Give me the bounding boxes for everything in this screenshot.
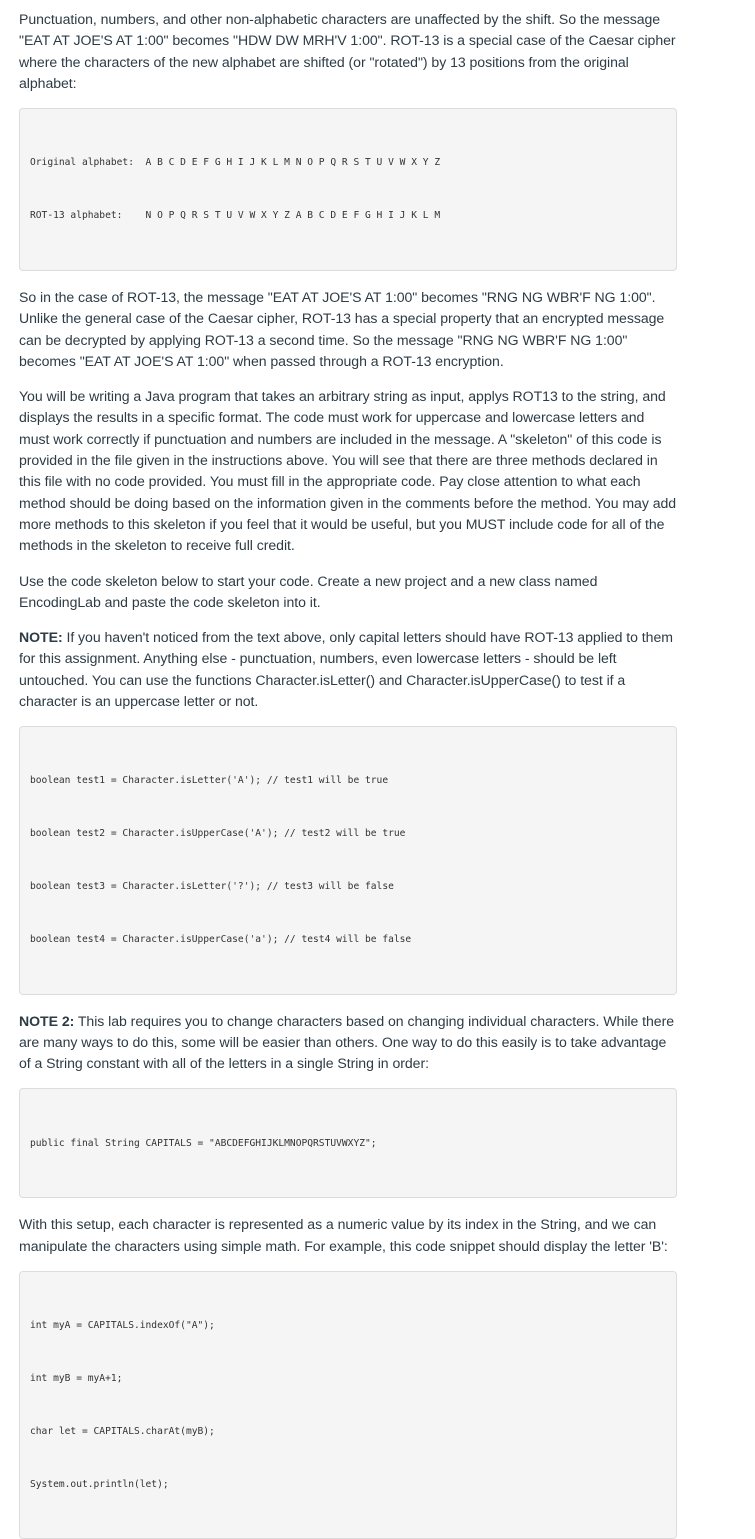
code-line: boolean test4 = Character.isUpperCase('a'); // test4 will be false — [30, 933, 412, 945]
paragraph-skeleton-instructions: Use the code skeleton below to start your code. Create a new project and a new class named EncodingLab and paste the code skeleton into it. — [19, 572, 598, 610]
paragraph-assignment-description: You will be writing a Java program that takes an arbitrary string as input, applys ROT13 to the string, and displays the results in a specific format. The code must work for uppercase and lowercase letters and must work correctly if punctuation and numbers are included in the message. A "skeleton" of this code is provided in the file given in the instructions above. You will see that there are three methods declared in this file with no code provided. You must fill in the appropriate code. Pay close attention to what each method should be doing based on the information given in the comments before the method. You may add more methods to this skeleton if you feel that it would be useful, but you MUST include code for all of the methods in the skeleton to receive full credit. — [19, 388, 677, 554]
code-line: int myB = myA+1; — [30, 1373, 123, 1385]
code-block-capitals-constant — [19, 1088, 677, 1198]
code-line: Original alphabet: A B C D E F G H I J K L M N O P Q R S T U V W X Y Z — [30, 157, 441, 169]
paragraph-index-math: With this setup, each character is represented as a numeric value by its index in the String, and we can manipulate the characters using simple math. For example, this code snippet should display the letter 'B': — [19, 1216, 668, 1254]
code-line: boolean test2 = Character.isUpperCase('A'); // test2 will be true — [30, 828, 406, 840]
code-line: boolean test1 = Character.isLetter('A'); // test1 will be true — [30, 775, 389, 787]
code-line: boolean test3 = Character.isLetter('?'); // test3 will be false — [30, 881, 394, 893]
code-line: char let = CAPITALS.charAt(myB); — [30, 1425, 215, 1437]
paragraph-note-1 — [19, 627, 677, 712]
note-1-text: If you haven't noticed from the text above, only capital letters should have ROT-13 applied to them for this assignment. Anything else - punctuation, numbers, even lowercase letters - should be left untouched. You can use the functions Character.isLetter() and Character.isUpperCase() to test if a character is an uppercase letter or not. — [19, 629, 673, 709]
paragraph-note-2 — [19, 1011, 677, 1075]
paragraph-caesar-shift: Punctuation, numbers, and other non-alphabetic characters are unaffected by the shift. So the message "EAT AT JOE'S AT 1:00" becomes "HDW DW MRH'V 1:00". ROT-13 is a special case of the Caesar cipher where the characters of the new alphabet are shifted (or "rotated") by 13 positions from the original alphabet: — [19, 11, 676, 91]
code-line: int myA = CAPITALS.indexOf("A"); — [30, 1320, 215, 1332]
paragraph-rot13-property: So in the case of ROT-13, the message "EAT AT JOE'S AT 1:00" becomes "RNG NG WBR'F NG 1:00". Unlike the general case of the Caesar cipher, ROT-13 has a special property that an encrypted message can be decrypted by applying ROT-13 a second time. So the message "RNG NG WBR'F NG 1:00" becomes "EAT AT JOE'S AT 1:00" when passed through a ROT-13 encryption. — [19, 288, 665, 369]
note-2-label: NOTE 2: — [19, 1012, 75, 1029]
code-block-character-tests — [19, 726, 677, 994]
note-1-label: NOTE: — [19, 629, 63, 646]
code-line: ROT-13 alphabet: N O P Q R S T U V W X Y Z A B C D E F G H I J K L M — [30, 210, 441, 222]
code-block-snippet — [19, 1271, 677, 1539]
code-line: System.out.println(let); — [30, 1478, 169, 1490]
code-line: public final String CAPITALS = "ABCDEFGHIJKLMNOPQRSTUVWXYZ"; — [30, 1137, 377, 1149]
note-2-text: This lab requires you to change characters based on changing individual characters. While there are many ways to do this, some will be easier than others. One way to do this easily is to take advantage of a String constant with all of the letters in a single String in order: — [19, 1012, 675, 1072]
code-block-alphabet — [19, 108, 677, 271]
